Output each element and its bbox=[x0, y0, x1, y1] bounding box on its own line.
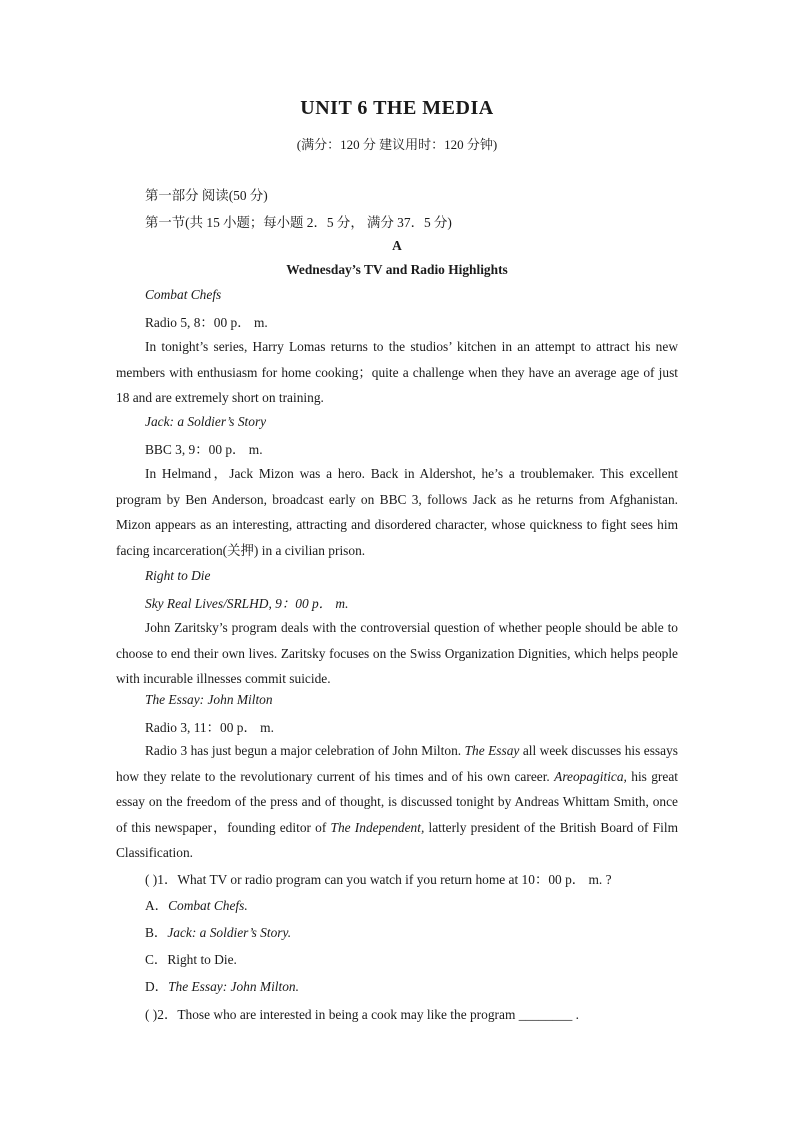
question-stem: ( )1．What TV or radio program can you watch if you return home at 10：00 p． m. ? bbox=[145, 872, 612, 887]
page-title: UNIT 6 THE MEDIA bbox=[300, 97, 494, 119]
option-a: A．Combat Chefs. bbox=[145, 898, 248, 913]
program-time: Radio 3, 11：00 p． m. bbox=[145, 720, 274, 735]
part-heading: 第一部分 阅读(50 分) bbox=[145, 188, 268, 203]
option-b: B．Jack: a Soldier’s Story. bbox=[145, 925, 292, 940]
page-subtitle: (满分：120 分 建议用时：120 分钟) bbox=[296, 137, 498, 152]
passage-letter: A bbox=[392, 238, 402, 253]
option-c: C．Right to Die. bbox=[145, 952, 237, 967]
program-description: In Helmand，Jack Mizon was a hero. Back in Aldershot, he’s a troublemaker. This excellent program by Ben Anderson, broadcast early on BBC 3, follows Jack as he returns from Afghanistan. Mizon appears as an interesting, attracting and disordered character, whose quickness to fight sees him facing incarceration(关押) in a civilian prison. bbox=[116, 466, 678, 558]
option-d: D．The Essay: John Milton. bbox=[145, 979, 299, 994]
program-name: Combat Chefs bbox=[145, 287, 222, 302]
program-name: Jack: a Soldier’s Story bbox=[145, 414, 267, 429]
section-heading: 第一节(共 15 小题；每小题 2．5 分， 满分 37．5 分) bbox=[145, 215, 452, 230]
program-name: The Essay: John Milton bbox=[145, 692, 273, 707]
question-stem: ( )2．Those who are interested in being a cook may like the program ________ . bbox=[145, 1007, 579, 1022]
program-description: In tonight’s series, Harry Lomas returns to the studios’ kitchen in an attempt to attract his new members with enthusiasm for home cooking；quite a challenge when they have an average age of just 18 and are extremely short on training. bbox=[116, 339, 678, 406]
passage-title: Wednesday’s TV and Radio Highlights bbox=[286, 262, 508, 277]
program-time: Sky Real Lives/SRLHD, 9：00 p． m. bbox=[145, 596, 349, 611]
program-description: Radio 3 has just begun a major celebration of John Milton. The Essay all week discusses his essays how they relate to the revolutionary current of his times and of his own career. Areopagitica, his great essay on the freedom of the press and of thought, is discussed tonight by Andreas Whittam Smith, once of this newspaper，founding editor of The Independent, latterly president of the British Board of Film Classification. bbox=[116, 743, 678, 861]
program-time: Radio 5, 8：00 p． m. bbox=[145, 315, 268, 330]
program-description: John Zaritsky’s program deals with the controversial question of whether people should be able to choose to end their own lives. Zaritsky focuses on the Swiss Organization Dignities, which helps people with incurable illnesses commit suicide. bbox=[116, 620, 678, 687]
program-name: Right to Die bbox=[145, 568, 211, 583]
program-time: BBC 3, 9：00 p． m. bbox=[145, 442, 263, 457]
